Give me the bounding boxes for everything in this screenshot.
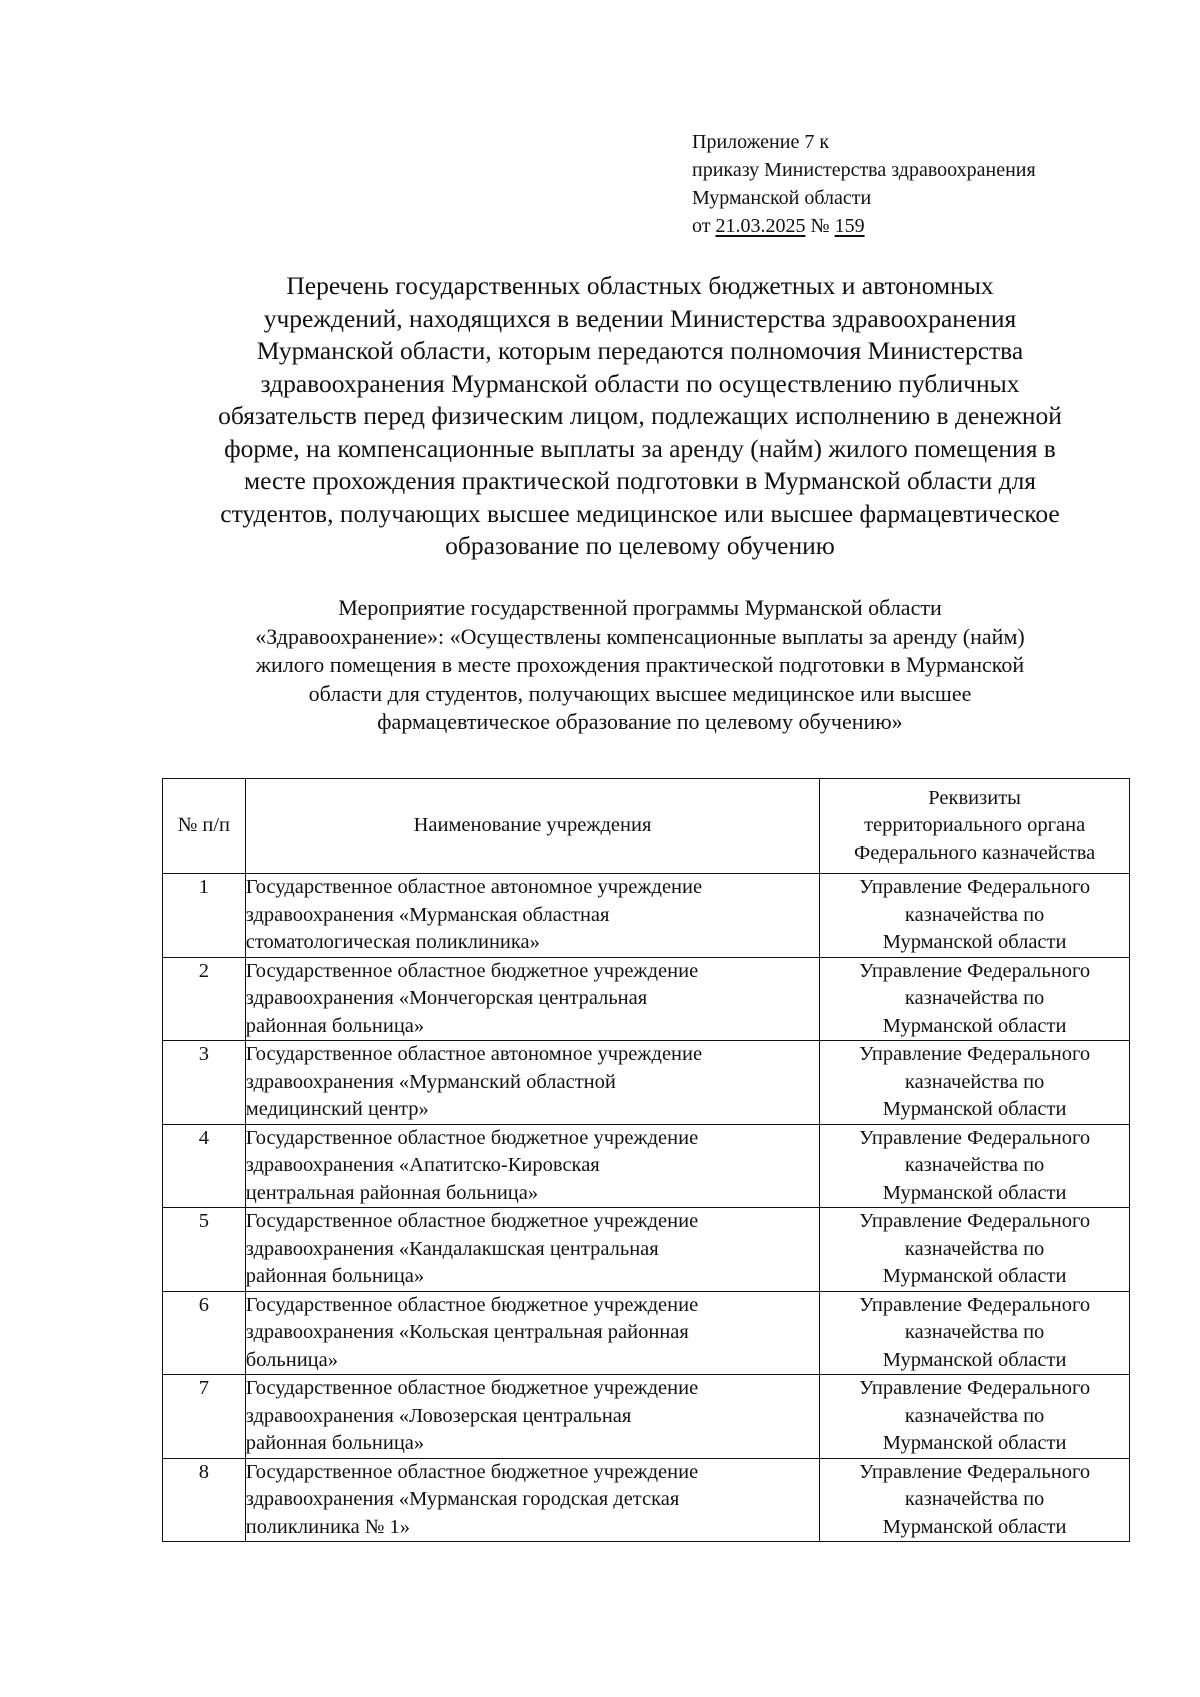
appendix-number: 159 [834, 215, 865, 237]
institution-name-line: медицинский центр» [245, 1098, 429, 1120]
institution-name-line: Государственное областное бюджетное учреждение [245, 959, 699, 982]
appendix-line-2: приказу Министерства здравоохранения [692, 159, 1036, 181]
institution-name [245, 1458, 820, 1542]
requisites-line: казначейства по [904, 987, 1045, 1009]
institution-name [245, 1291, 820, 1375]
requisites-line: Управление Федерального [859, 1377, 1091, 1399]
title-line: учреждений, находящихся в ведении Министерства здравоохранения [263, 303, 1017, 333]
title-line: здравоохранения Мурманской области по осуществлению публичных [260, 368, 1020, 398]
institution-name-line: Государственное областное бюджетное учреждение [245, 1460, 699, 1483]
table-row [163, 874, 1130, 958]
title-line: обязательств перед физическим лицом, подлежащих исполнению в денежной [218, 401, 1062, 430]
institution-name-line: здравоохранения «Мончегорская центральная [245, 987, 648, 1009]
treasury-requisites [820, 1124, 1130, 1208]
requisites-line: Мурманской области [882, 1515, 1067, 1538]
institution-name-line: Государственное областное автономное учреждение [245, 1043, 703, 1065]
requisites-line: Управление Федерального [859, 1293, 1091, 1316]
treasury-requisites [820, 874, 1130, 958]
treasury-requisites [820, 1041, 1130, 1125]
subtitle-line: области для студентов, получающих высшее медицинское или высшее [308, 680, 972, 706]
header-requisites-line: территориального органа [864, 814, 1086, 837]
treasury-requisites [820, 957, 1130, 1041]
treasury-requisites [820, 1291, 1130, 1375]
institution-name [245, 1208, 820, 1292]
document-title [150, 270, 1130, 563]
row-number: 5 [163, 1208, 246, 1292]
institution-name-line: поликлиника № 1» [245, 1515, 411, 1538]
row-number: 1 [163, 874, 246, 958]
institution-name-line: центральная районная больница» [245, 1181, 539, 1204]
requisites-line: казначейства по [904, 903, 1045, 926]
institutions-table [162, 778, 1130, 1542]
treasury-requisites [820, 1458, 1130, 1542]
table-row [163, 1458, 1130, 1542]
title-line: форме, на компенсационные выплаты за аренду (найм) жилого помещения в [224, 433, 1056, 463]
program-subtitle [150, 594, 1130, 737]
institution-name-line: здравоохранения «Апатитско-Кировская [245, 1154, 600, 1176]
institution-name [245, 874, 820, 958]
subtitle-line: «Здравоохранение»: «Осуществлены компенсационные выплаты за аренду (найм) [255, 623, 1025, 649]
appendix-line-1: Приложение 7 к [692, 131, 830, 153]
treasury-requisites [820, 1208, 1130, 1292]
table-row [163, 1208, 1130, 1292]
institution-name-line: здравоохранения «Мурманский областной [245, 1070, 616, 1093]
row-number: 7 [163, 1375, 246, 1459]
institution-name-line: районная больница» [245, 1265, 425, 1287]
institution-name-line: здравоохранения «Мурманская городская детская [245, 1488, 680, 1510]
institution-name-line: стоматологическая поликлиника» [245, 931, 540, 953]
treasury-requisites [820, 1375, 1130, 1459]
appendix-number-sign: № [810, 215, 830, 237]
subtitle-line: Мероприятие государственной программы Мурманской области [338, 595, 942, 620]
title-line: студентов, получающих высшее медицинское или высшее фармацевтическое [220, 498, 1060, 528]
row-number: 3 [163, 1041, 246, 1125]
requisites-line: Мурманской области [882, 1348, 1067, 1371]
requisites-line: Мурманской области [882, 931, 1067, 953]
requisites-line: Управление Федерального [859, 959, 1091, 982]
requisites-line: казначейства по [904, 1154, 1045, 1176]
appendix-line-3: Мурманской области [692, 187, 872, 209]
requisites-line: Управление Федерального [859, 876, 1091, 898]
institution-name-line: районная больница» [245, 1432, 425, 1454]
title-line: Мурманской области, которым передаются полномочия Министерства [256, 336, 1024, 365]
table-row [163, 1124, 1130, 1208]
header-requisites-line: Реквизиты [928, 786, 1021, 809]
appendix-date: 21.03.2025 [715, 215, 806, 237]
title-line: образование по целевому обучению [445, 531, 835, 560]
requisites-line: Управление Федерального [859, 1460, 1091, 1483]
institution-name-line: районная больница» [245, 1014, 425, 1037]
institution-name [245, 957, 820, 1041]
requisites-line: Мурманской области [882, 1098, 1067, 1120]
requisites-line: Управление Федерального [859, 1210, 1091, 1232]
requisites-line: казначейства по [904, 1070, 1045, 1093]
institution-name-line: здравоохранения «Ловозерская центральная [245, 1404, 632, 1427]
requisites-line: Мурманской области [882, 1181, 1067, 1204]
institution-name-line: здравоохранения «Кольская центральная районная [245, 1321, 689, 1343]
header-num: № п/п [163, 779, 246, 874]
appendix-date-prefix: от [692, 215, 711, 237]
requisites-line: Мурманской области [882, 1432, 1067, 1454]
subtitle-line: жилого помещения в месте прохождения практической подготовки в Мурманской [255, 652, 1025, 677]
institution-name-line: Государственное областное бюджетное учреждение [245, 1126, 699, 1149]
table-header-row [163, 779, 1130, 874]
requisites-line: казначейства по [904, 1237, 1045, 1260]
header-requisites [820, 779, 1130, 874]
institution-name-line: Государственное областное бюджетное учреждение [245, 1210, 699, 1232]
title-line: месте прохождения практической подготовки в Мурманской области для [243, 466, 1037, 495]
subtitle-line: фармацевтическое образование по целевому обучению» [377, 709, 903, 734]
row-number: 8 [163, 1458, 246, 1542]
row-number: 4 [163, 1124, 246, 1208]
requisites-line: Мурманской области [882, 1265, 1067, 1287]
institution-name-line: Государственное областное бюджетное учреждение [245, 1293, 699, 1316]
requisites-line: казначейства по [904, 1488, 1045, 1510]
table-row [163, 957, 1130, 1041]
institution-name [245, 1375, 820, 1459]
institution-name-line: здравоохранения «Мурманская областная [245, 903, 610, 926]
header-name: Наименование учреждения [245, 779, 820, 874]
requisites-line: Управление Федерального [859, 1126, 1091, 1149]
requisites-line: Мурманской области [882, 1014, 1067, 1037]
requisites-line: казначейства по [904, 1321, 1045, 1343]
requisites-line: Управление Федерального [859, 1043, 1091, 1065]
table-row [163, 1291, 1130, 1375]
table-row [163, 1041, 1130, 1125]
title-line: Перечень государственных областных бюджетных и автономных [286, 271, 994, 300]
institution-name [245, 1041, 820, 1125]
table-row [163, 1375, 1130, 1459]
institution-name [245, 1124, 820, 1208]
appendix-header [692, 128, 1036, 240]
institution-name-line: здравоохранения «Кандалакшская центральная [245, 1237, 659, 1260]
appendix-order-line [692, 212, 1036, 240]
institution-name-line: больница» [245, 1348, 338, 1371]
requisites-line: казначейства по [904, 1404, 1045, 1427]
row-number: 2 [163, 957, 246, 1041]
row-number: 6 [163, 1291, 246, 1375]
header-requisites-line: Федерального казначейства [854, 841, 1096, 864]
institution-name-line: Государственное областное бюджетное учреждение [245, 1377, 699, 1399]
institution-name-line: Государственное областное автономное учреждение [245, 876, 703, 898]
